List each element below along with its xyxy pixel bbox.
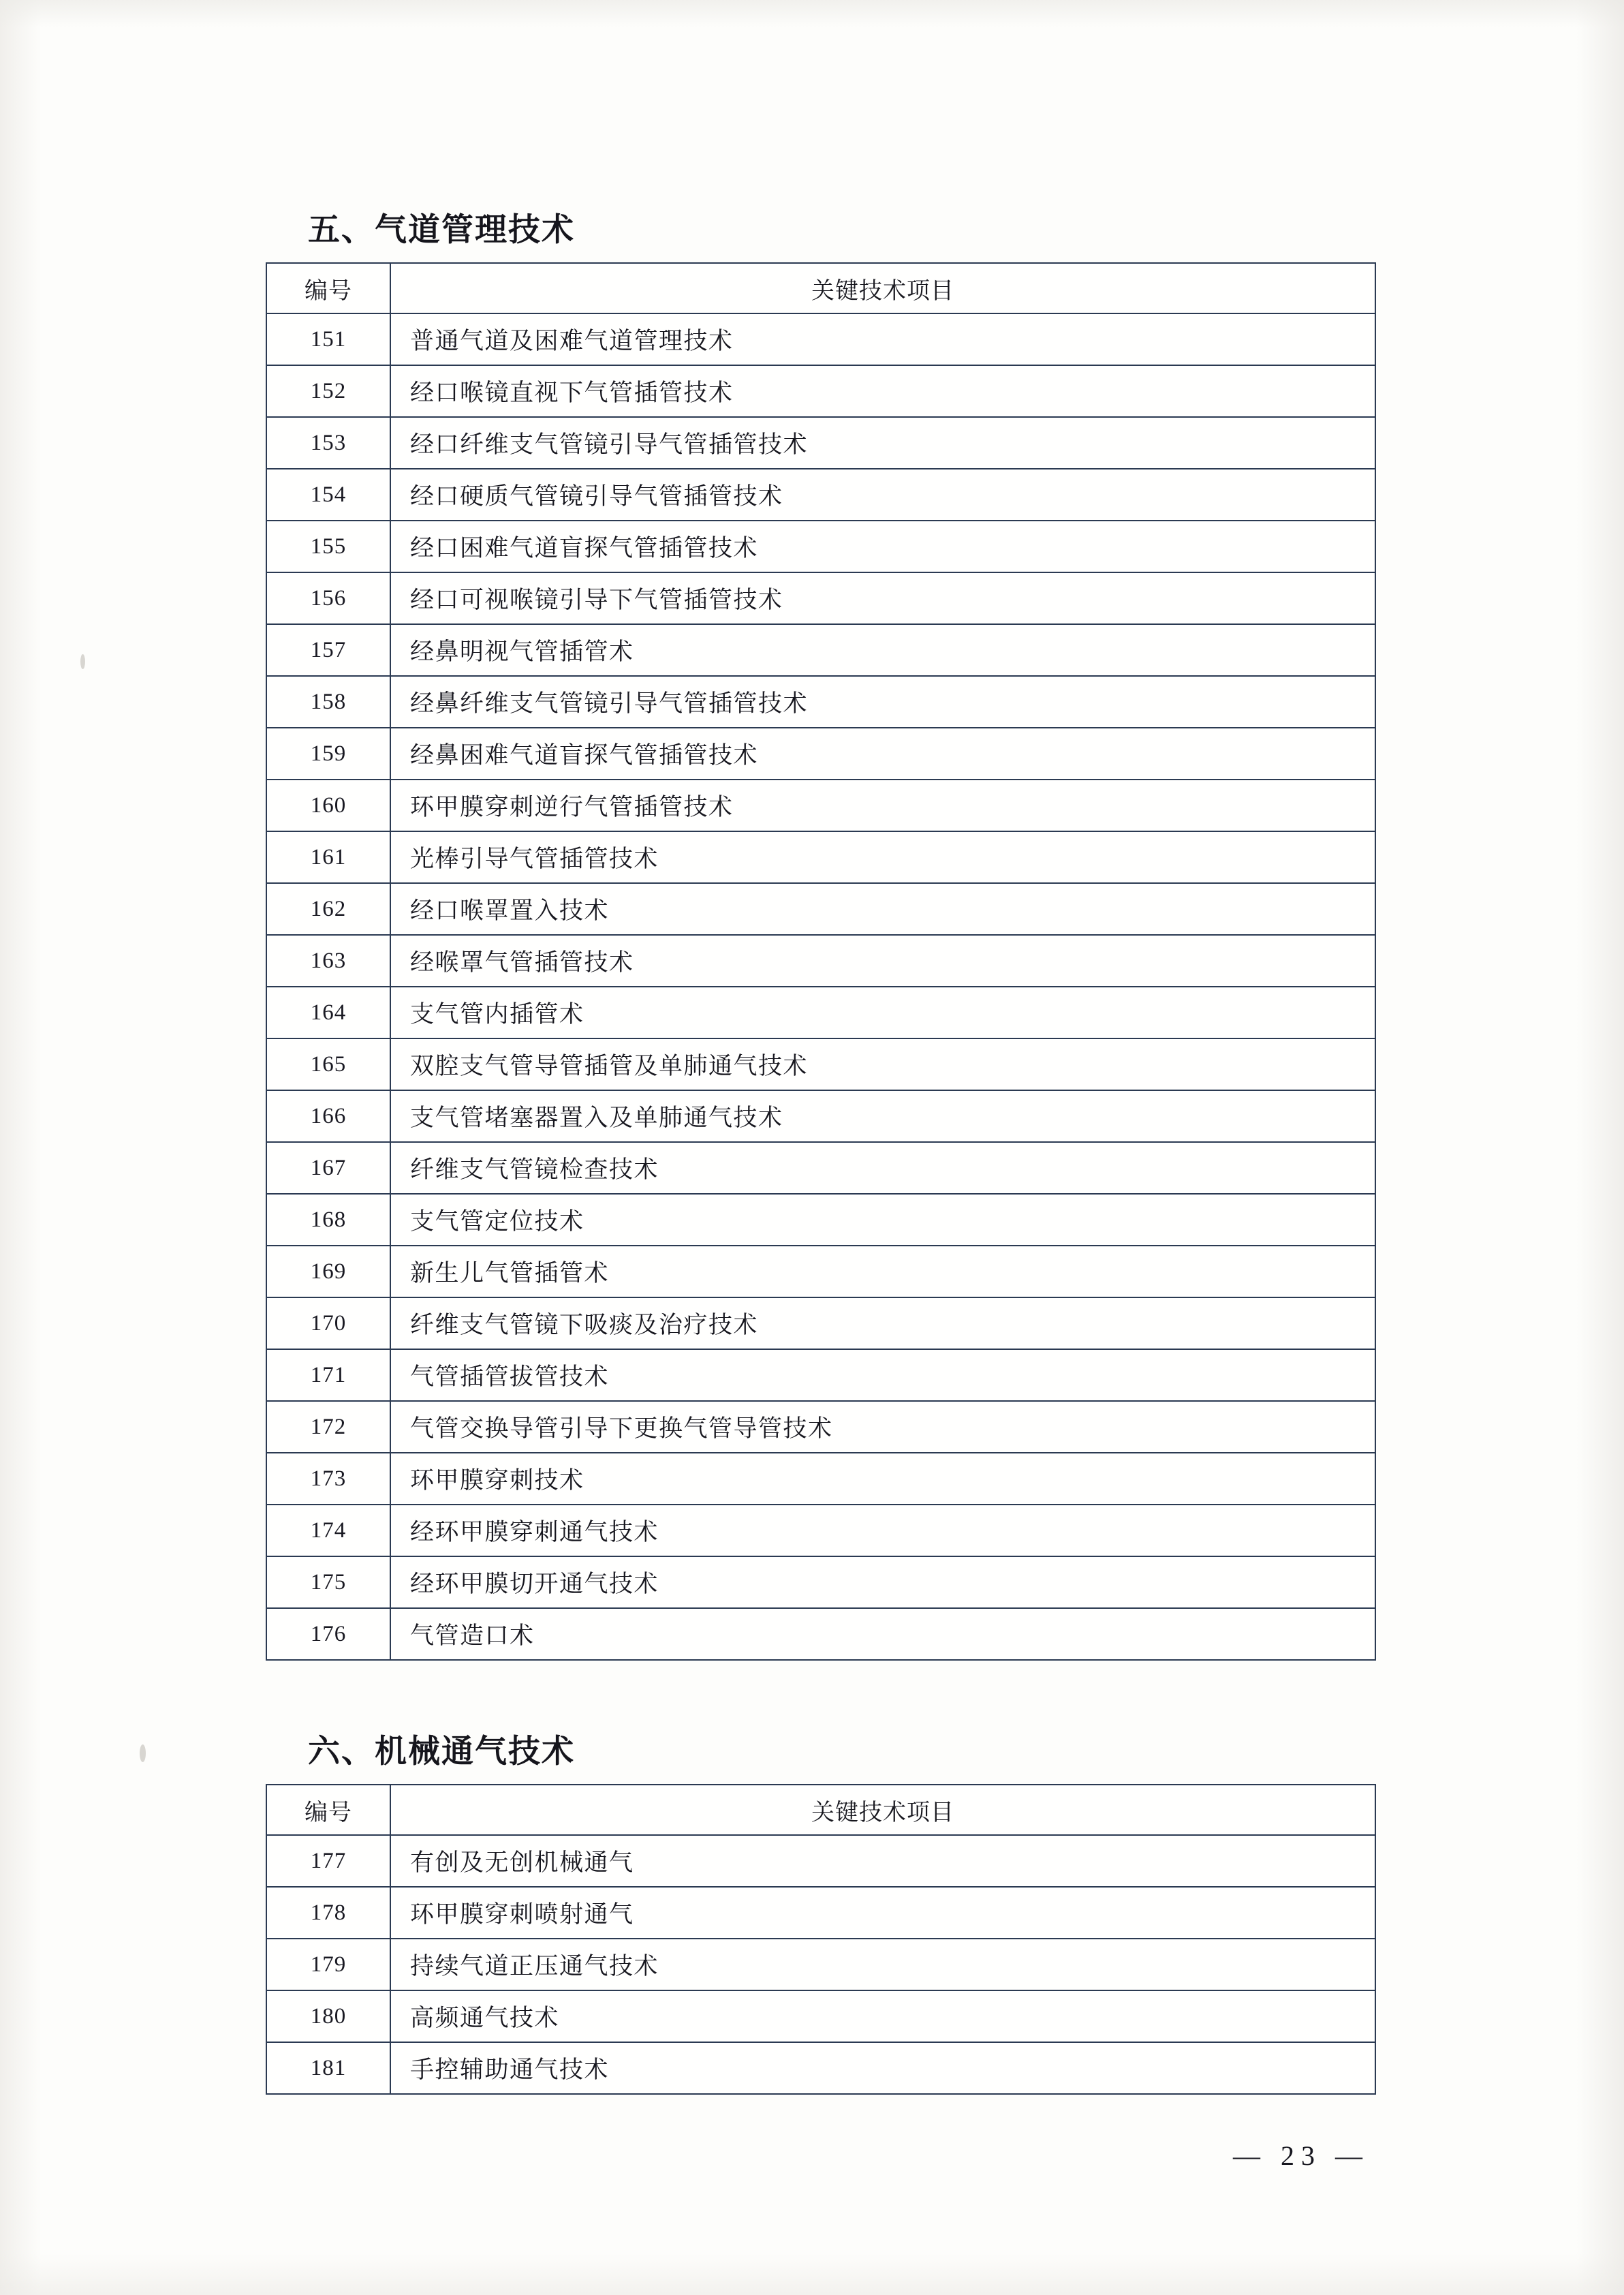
row-item: 支气管堵塞器置入及单肺通气技术 [390, 1090, 1375, 1142]
table-row [266, 1835, 1375, 1887]
scan-edge-left [0, 0, 41, 2295]
row-number: 174 [266, 1505, 390, 1556]
table-row [266, 313, 1375, 365]
row-item: 光棒引导气管插管技术 [390, 831, 1375, 883]
table-row [266, 883, 1375, 935]
column-header-item: 关键技术项目 [390, 263, 1375, 313]
table-row [266, 780, 1375, 831]
row-number: 179 [266, 1939, 390, 1990]
row-item: 新生儿气管插管术 [390, 1246, 1375, 1297]
table-airway-techniques [266, 262, 1376, 1661]
table-row [266, 1453, 1375, 1505]
row-item: 经口可视喉镜引导下气管插管技术 [390, 572, 1375, 624]
row-item: 经鼻纤维支气管镜引导气管插管技术 [390, 676, 1375, 728]
table-row [266, 521, 1375, 572]
page-number: — 23 — [1233, 2140, 1369, 2171]
table-row [266, 831, 1375, 883]
table-row [266, 1038, 1375, 1090]
table-row [266, 935, 1375, 987]
table-row [266, 469, 1375, 521]
column-header-number: 编号 [266, 1785, 390, 1835]
row-number: 151 [266, 313, 390, 365]
row-item: 环甲膜穿刺技术 [390, 1453, 1375, 1505]
row-item: 经口喉镜直视下气管插管技术 [390, 365, 1375, 417]
row-item: 经口硬质气管镜引导气管插管技术 [390, 469, 1375, 521]
row-number: 155 [266, 521, 390, 572]
row-item: 经环甲膜穿刺通气技术 [390, 1505, 1375, 1556]
row-item: 经口喉罩置入技术 [390, 883, 1375, 935]
scan-speck [80, 654, 85, 669]
row-item: 环甲膜穿刺喷射通气 [390, 1887, 1375, 1939]
row-item: 经环甲膜切开通气技术 [390, 1556, 1375, 1608]
table-row [266, 1887, 1375, 1939]
row-number: 152 [266, 365, 390, 417]
table-row [266, 1297, 1375, 1349]
row-number: 165 [266, 1038, 390, 1090]
row-item: 纤维支气管镜下吸痰及治疗技术 [390, 1297, 1375, 1349]
column-header-item: 关键技术项目 [390, 1785, 1375, 1835]
row-number: 153 [266, 417, 390, 469]
row-item: 有创及无创机械通气 [390, 1835, 1375, 1887]
row-number: 154 [266, 469, 390, 521]
row-item: 气管插管拔管技术 [390, 1349, 1375, 1401]
table-row [266, 1349, 1375, 1401]
row-number: 168 [266, 1194, 390, 1246]
table-row [266, 417, 1375, 469]
row-number: 156 [266, 572, 390, 624]
row-item: 支气管内插管术 [390, 987, 1375, 1038]
table-row [266, 1246, 1375, 1297]
table-row [266, 987, 1375, 1038]
row-number: 159 [266, 728, 390, 780]
table-row [266, 1142, 1375, 1194]
row-number: 161 [266, 831, 390, 883]
row-item: 高频通气技术 [390, 1990, 1375, 2042]
table-header-row [266, 1785, 1375, 1835]
row-item: 经鼻困难气道盲探气管插管技术 [390, 728, 1375, 780]
row-number: 157 [266, 624, 390, 676]
row-number: 172 [266, 1401, 390, 1453]
section-spacer [266, 1661, 1376, 1726]
document-content [266, 204, 1376, 2095]
table-row [266, 1608, 1375, 1660]
column-header-number: 编号 [266, 263, 390, 313]
row-number: 163 [266, 935, 390, 987]
scan-edge-top [0, 0, 1624, 27]
section-heading-airway: 五、气道管理技术 [308, 211, 575, 249]
table-row [266, 676, 1375, 728]
table-header-row [266, 263, 1375, 313]
table-row [266, 624, 1375, 676]
table-row [266, 365, 1375, 417]
scan-edge-bottom [0, 2254, 1624, 2295]
row-number: 180 [266, 1990, 390, 2042]
row-number: 170 [266, 1297, 390, 1349]
row-number: 173 [266, 1453, 390, 1505]
row-item: 气管交换导管引导下更换气管导管技术 [390, 1401, 1375, 1453]
scan-edge-right [1576, 0, 1624, 2295]
row-item: 经口困难气道盲探气管插管技术 [390, 521, 1375, 572]
row-number: 164 [266, 987, 390, 1038]
row-number: 178 [266, 1887, 390, 1939]
table-row [266, 1939, 1375, 1990]
row-item: 经鼻明视气管插管术 [390, 624, 1375, 676]
row-number: 160 [266, 780, 390, 831]
table-row [266, 1090, 1375, 1142]
row-number: 175 [266, 1556, 390, 1608]
row-item: 纤维支气管镜检查技术 [390, 1142, 1375, 1194]
row-number: 171 [266, 1349, 390, 1401]
row-item: 经喉罩气管插管技术 [390, 935, 1375, 987]
row-number: 162 [266, 883, 390, 935]
row-item: 普通气道及困难气道管理技术 [390, 313, 1375, 365]
row-number: 177 [266, 1835, 390, 1887]
table-row [266, 572, 1375, 624]
row-number: 167 [266, 1142, 390, 1194]
row-number: 169 [266, 1246, 390, 1297]
row-item: 持续气道正压通气技术 [390, 1939, 1375, 1990]
row-number: 181 [266, 2042, 390, 2094]
table-row [266, 1990, 1375, 2042]
table-row [266, 1505, 1375, 1556]
row-item: 经口纤维支气管镜引导气管插管技术 [390, 417, 1375, 469]
table-row [266, 2042, 1375, 2094]
row-number: 176 [266, 1608, 390, 1660]
table-row [266, 1556, 1375, 1608]
row-number: 158 [266, 676, 390, 728]
row-item: 支气管定位技术 [390, 1194, 1375, 1246]
row-item: 双腔支气管导管插管及单肺通气技术 [390, 1038, 1375, 1090]
table-row [266, 1401, 1375, 1453]
section-heading-mechanical-ventilation: 六、机械通气技术 [308, 1733, 575, 1770]
table-row [266, 1194, 1375, 1246]
scan-speck [140, 1744, 146, 1762]
row-item: 气管造口术 [390, 1608, 1375, 1660]
row-number: 166 [266, 1090, 390, 1142]
row-item: 环甲膜穿刺逆行气管插管技术 [390, 780, 1375, 831]
row-item: 手控辅助通气技术 [390, 2042, 1375, 2094]
table-mechanical-ventilation-techniques [266, 1784, 1376, 2095]
table-row [266, 728, 1375, 780]
